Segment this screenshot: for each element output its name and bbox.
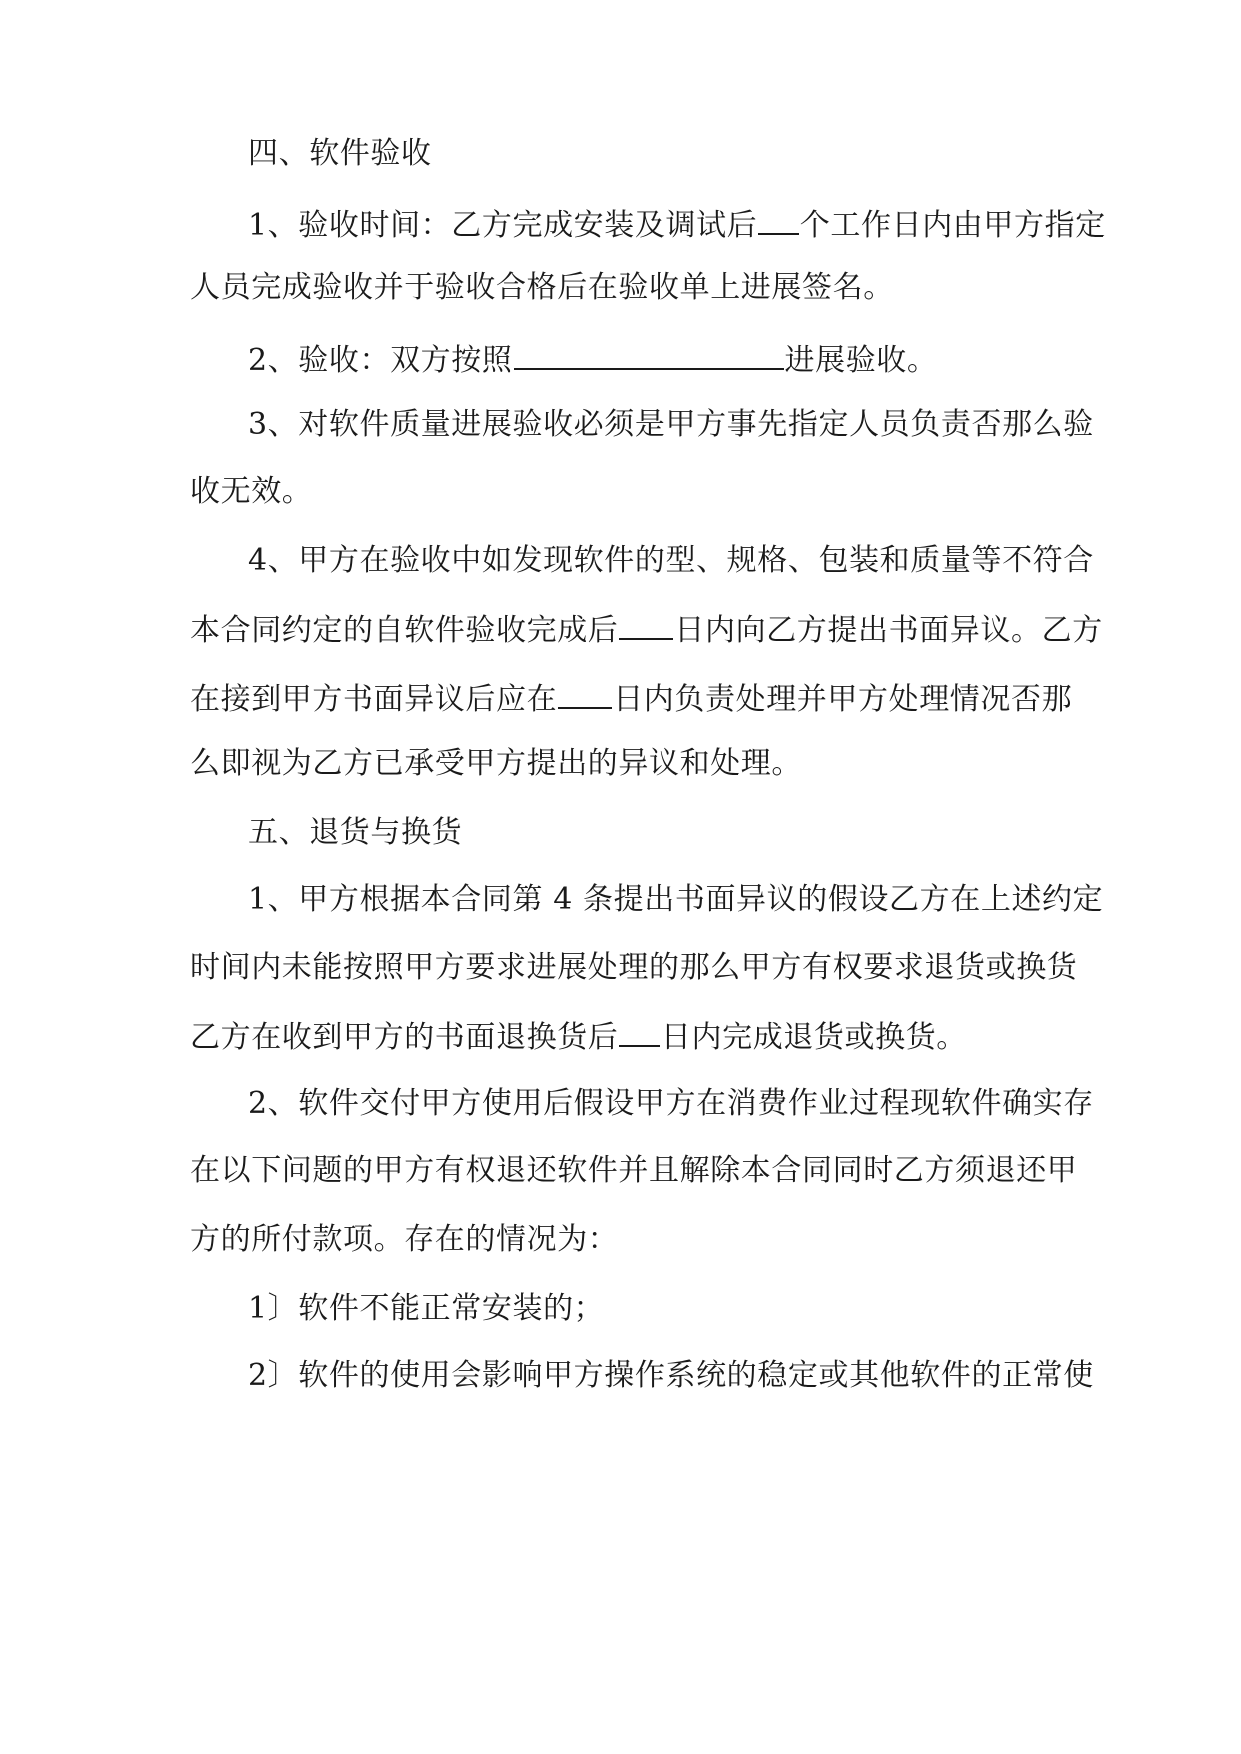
paragraph-line: [248, 338, 938, 381]
text-segment: 1、验收时间：乙方完成安装及调试后: [248, 208, 758, 243]
paragraph-line: [248, 405, 1094, 445]
text-segment: 收无效。: [190, 474, 313, 509]
paragraph-line: [248, 541, 1094, 581]
fill-in-blank: [514, 338, 784, 370]
section-heading-acceptance: [248, 134, 432, 174]
text-segment: 么即视为乙方已承受甲方提出的异议和处理。: [190, 746, 802, 781]
text-segment: 本合同约定的自软件验收完成后: [190, 613, 619, 648]
paragraph-line: [248, 203, 1106, 246]
text-segment: 在以下问题的甲方有权退还软件并且解除本合同同时乙方须退还甲: [190, 1153, 1078, 1188]
fill-in-blank: [758, 203, 799, 235]
text-segment: 日内负责处理并甲方处理情况否那: [613, 682, 1073, 717]
paragraph-line: [190, 744, 802, 784]
list-item: [248, 1356, 1094, 1396]
paragraph-line: [190, 472, 312, 512]
paragraph-line: [248, 1084, 1094, 1124]
text-segment: 时间内未能按照甲方要求进展处理的那么甲方有权要求退货或换货: [190, 950, 1078, 985]
list-item: [248, 1289, 604, 1329]
text-segment: 个工作日内由甲方指定: [799, 208, 1106, 243]
text-segment: 进展验收。: [784, 343, 938, 378]
text-segment: 4、甲方在验收中如发现软件的型、规格、包装和质量等不符合: [248, 543, 1094, 578]
text-segment: 2、软件交付甲方使用后假设甲方在消费作业过程现软件确实存: [248, 1086, 1094, 1121]
fill-in-blank: [619, 608, 673, 640]
text-segment: 1〕软件不能正常安装的；: [248, 1291, 605, 1326]
text-segment: 日内向乙方提出书面异议。乙方: [674, 613, 1103, 648]
text-segment: 1、甲方根据本合同第 4 条提出书面异议的假设乙方在上述约定: [248, 882, 1104, 917]
paragraph-line: [248, 880, 1103, 920]
paragraph-line: [190, 948, 1077, 988]
text-segment: 2、验收：双方按照: [248, 343, 513, 378]
paragraph-line: [190, 1015, 967, 1058]
text-segment: 四、软件验收: [248, 136, 432, 171]
paragraph-line: [190, 1220, 618, 1260]
text-segment: 在接到甲方书面异议后应在: [190, 682, 558, 717]
text-segment: 日内完成退货或换货。: [660, 1020, 967, 1055]
paragraph-line: [190, 677, 1072, 720]
text-segment: 方的所付款项。存在的情况为：: [190, 1222, 619, 1257]
fill-in-blank: [558, 677, 612, 709]
paragraph-line: [190, 608, 1103, 651]
text-segment: 乙方在收到甲方的书面退换货后: [190, 1020, 619, 1055]
paragraph-line: [190, 268, 894, 308]
section-heading-returns: [248, 813, 462, 853]
fill-in-blank: [619, 1015, 660, 1047]
text-segment: 2〕软件的使用会影响甲方操作系统的稳定或其他软件的正常使: [248, 1358, 1094, 1393]
paragraph-line: [190, 1151, 1077, 1191]
text-segment: 3、对软件质量进展验收必须是甲方事先指定人员负责否那么验: [248, 407, 1094, 442]
text-segment: 五、退货与换货: [248, 815, 463, 850]
text-segment: 人员完成验收并于验收合格后在验收单上进展签名。: [190, 270, 894, 305]
